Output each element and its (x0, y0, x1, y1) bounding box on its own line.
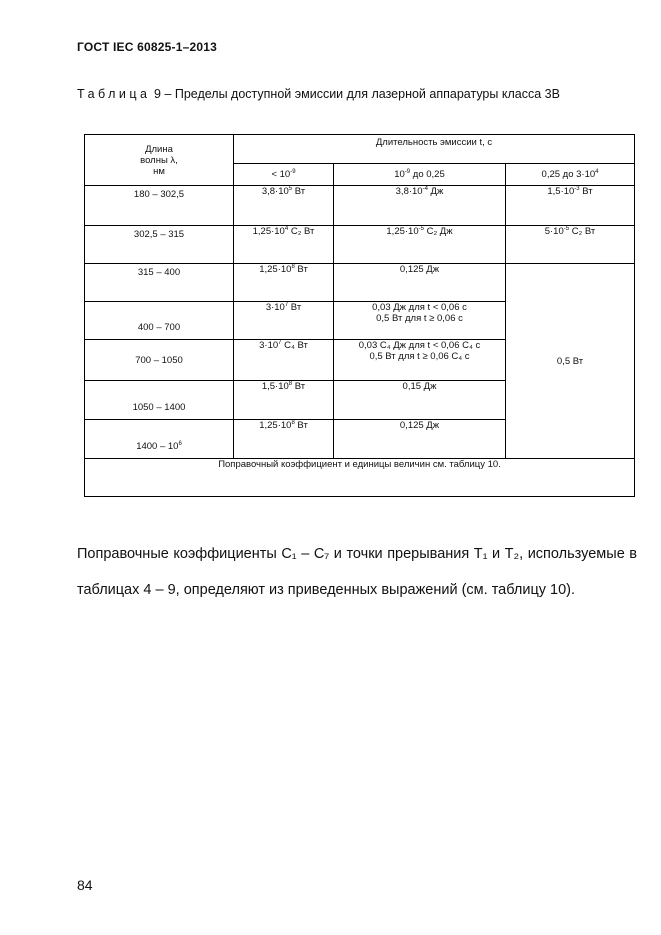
wavelength-cell: $1400 - 10^6$ (85, 420, 234, 459)
value-cell: $5\cdot 10^{-5}$ C₂ Вт (506, 226, 635, 264)
body-paragraph: Поправочные коэффициенты C₁ – C₇ и точки прерывания T₁ и T₂, используемые в таблицах 4 – 9, определяют из приведенных выражений (см. таблицу 10). (77, 546, 637, 598)
value-cell: 0,125 Дж (334, 264, 506, 302)
value-cell: $1,25\cdot 10^8$ Вт (234, 264, 334, 302)
value-cell: $1,25\cdot 10^{-5}$ C₂ Дж (334, 226, 506, 264)
value-cell: $3,8\cdot 10^{-4}$ Дж (334, 186, 506, 226)
wavelength-cell: 180 – 302,5 (85, 186, 234, 226)
table-note-row (85, 459, 635, 497)
duration-col-header: $10^{-9}$ до 0,25 (334, 164, 506, 186)
value-cell: 0,125 Дж (334, 420, 506, 459)
emission-limits-table (84, 134, 635, 497)
duration-col-header: 0,25 до $3\cdot 10^4$ (506, 164, 635, 186)
value-cell: $1,5\cdot 10^{-3}$ Вт (506, 186, 635, 226)
wavelength-cell: 315 – 400 (85, 264, 234, 302)
duration-col-header: < $10^{-9}$ (234, 164, 334, 186)
value-cell: $1,25\cdot 10^4$ C₂ Вт (234, 226, 334, 264)
value-cell: 0,15 Дж (334, 381, 506, 420)
caption-text: – Пределы доступной эмиссии для лазерной аппаратуры класса 3В (164, 87, 560, 101)
table-caption (77, 86, 637, 102)
wavelength-cell: 700 – 1050 (85, 340, 234, 381)
table-row (85, 264, 635, 302)
value-cell: 0,03 Дж для t < 0,06 с 0,5 Вт для t ≥ 0,06 с (334, 302, 506, 340)
page-number: 84 (77, 877, 93, 893)
wavelength-cell: 400 – 700 (85, 302, 234, 340)
wavelength-header-line: нм (153, 165, 165, 177)
value-cell: $1,5\cdot 10^8$ Вт (234, 381, 334, 420)
caption-number: 9 (154, 87, 161, 101)
wavelength-cell: 302,5 – 315 (85, 226, 234, 264)
wavelength-header-line: волны λ, (140, 154, 178, 166)
value-cell: $3,8\cdot 10^5$ Вт (234, 186, 334, 226)
value-cell: $3\cdot 10^7$ C₄ Вт (234, 340, 334, 381)
document-header: ГОСТ IEC 60825-1–2013 (77, 40, 217, 54)
value-cell: 0,03 C₄ Дж для t < 0,06 C₄ с 0,5 Вт для t ≥ 0,06 C₄ с (334, 340, 506, 381)
caption-prefix: Таблица (77, 87, 151, 101)
table-note: Поправочный коэффициент и единицы величин см. таблицу 10. (85, 459, 635, 497)
table-row (85, 186, 635, 226)
merged-value-cell: 0,5 Вт (506, 264, 635, 459)
duration-header: Длительность эмиссии t, с (234, 135, 635, 164)
value-cell: $1,25\cdot 10^8$ Вт (234, 420, 334, 459)
table-row (85, 226, 635, 264)
wavelength-header (85, 135, 234, 186)
wavelength-header-line: Длина (145, 143, 173, 155)
wavelength-cell: 1050 – 1400 (85, 381, 234, 420)
value-cell: $3\cdot 10^7$ Вт (234, 302, 334, 340)
